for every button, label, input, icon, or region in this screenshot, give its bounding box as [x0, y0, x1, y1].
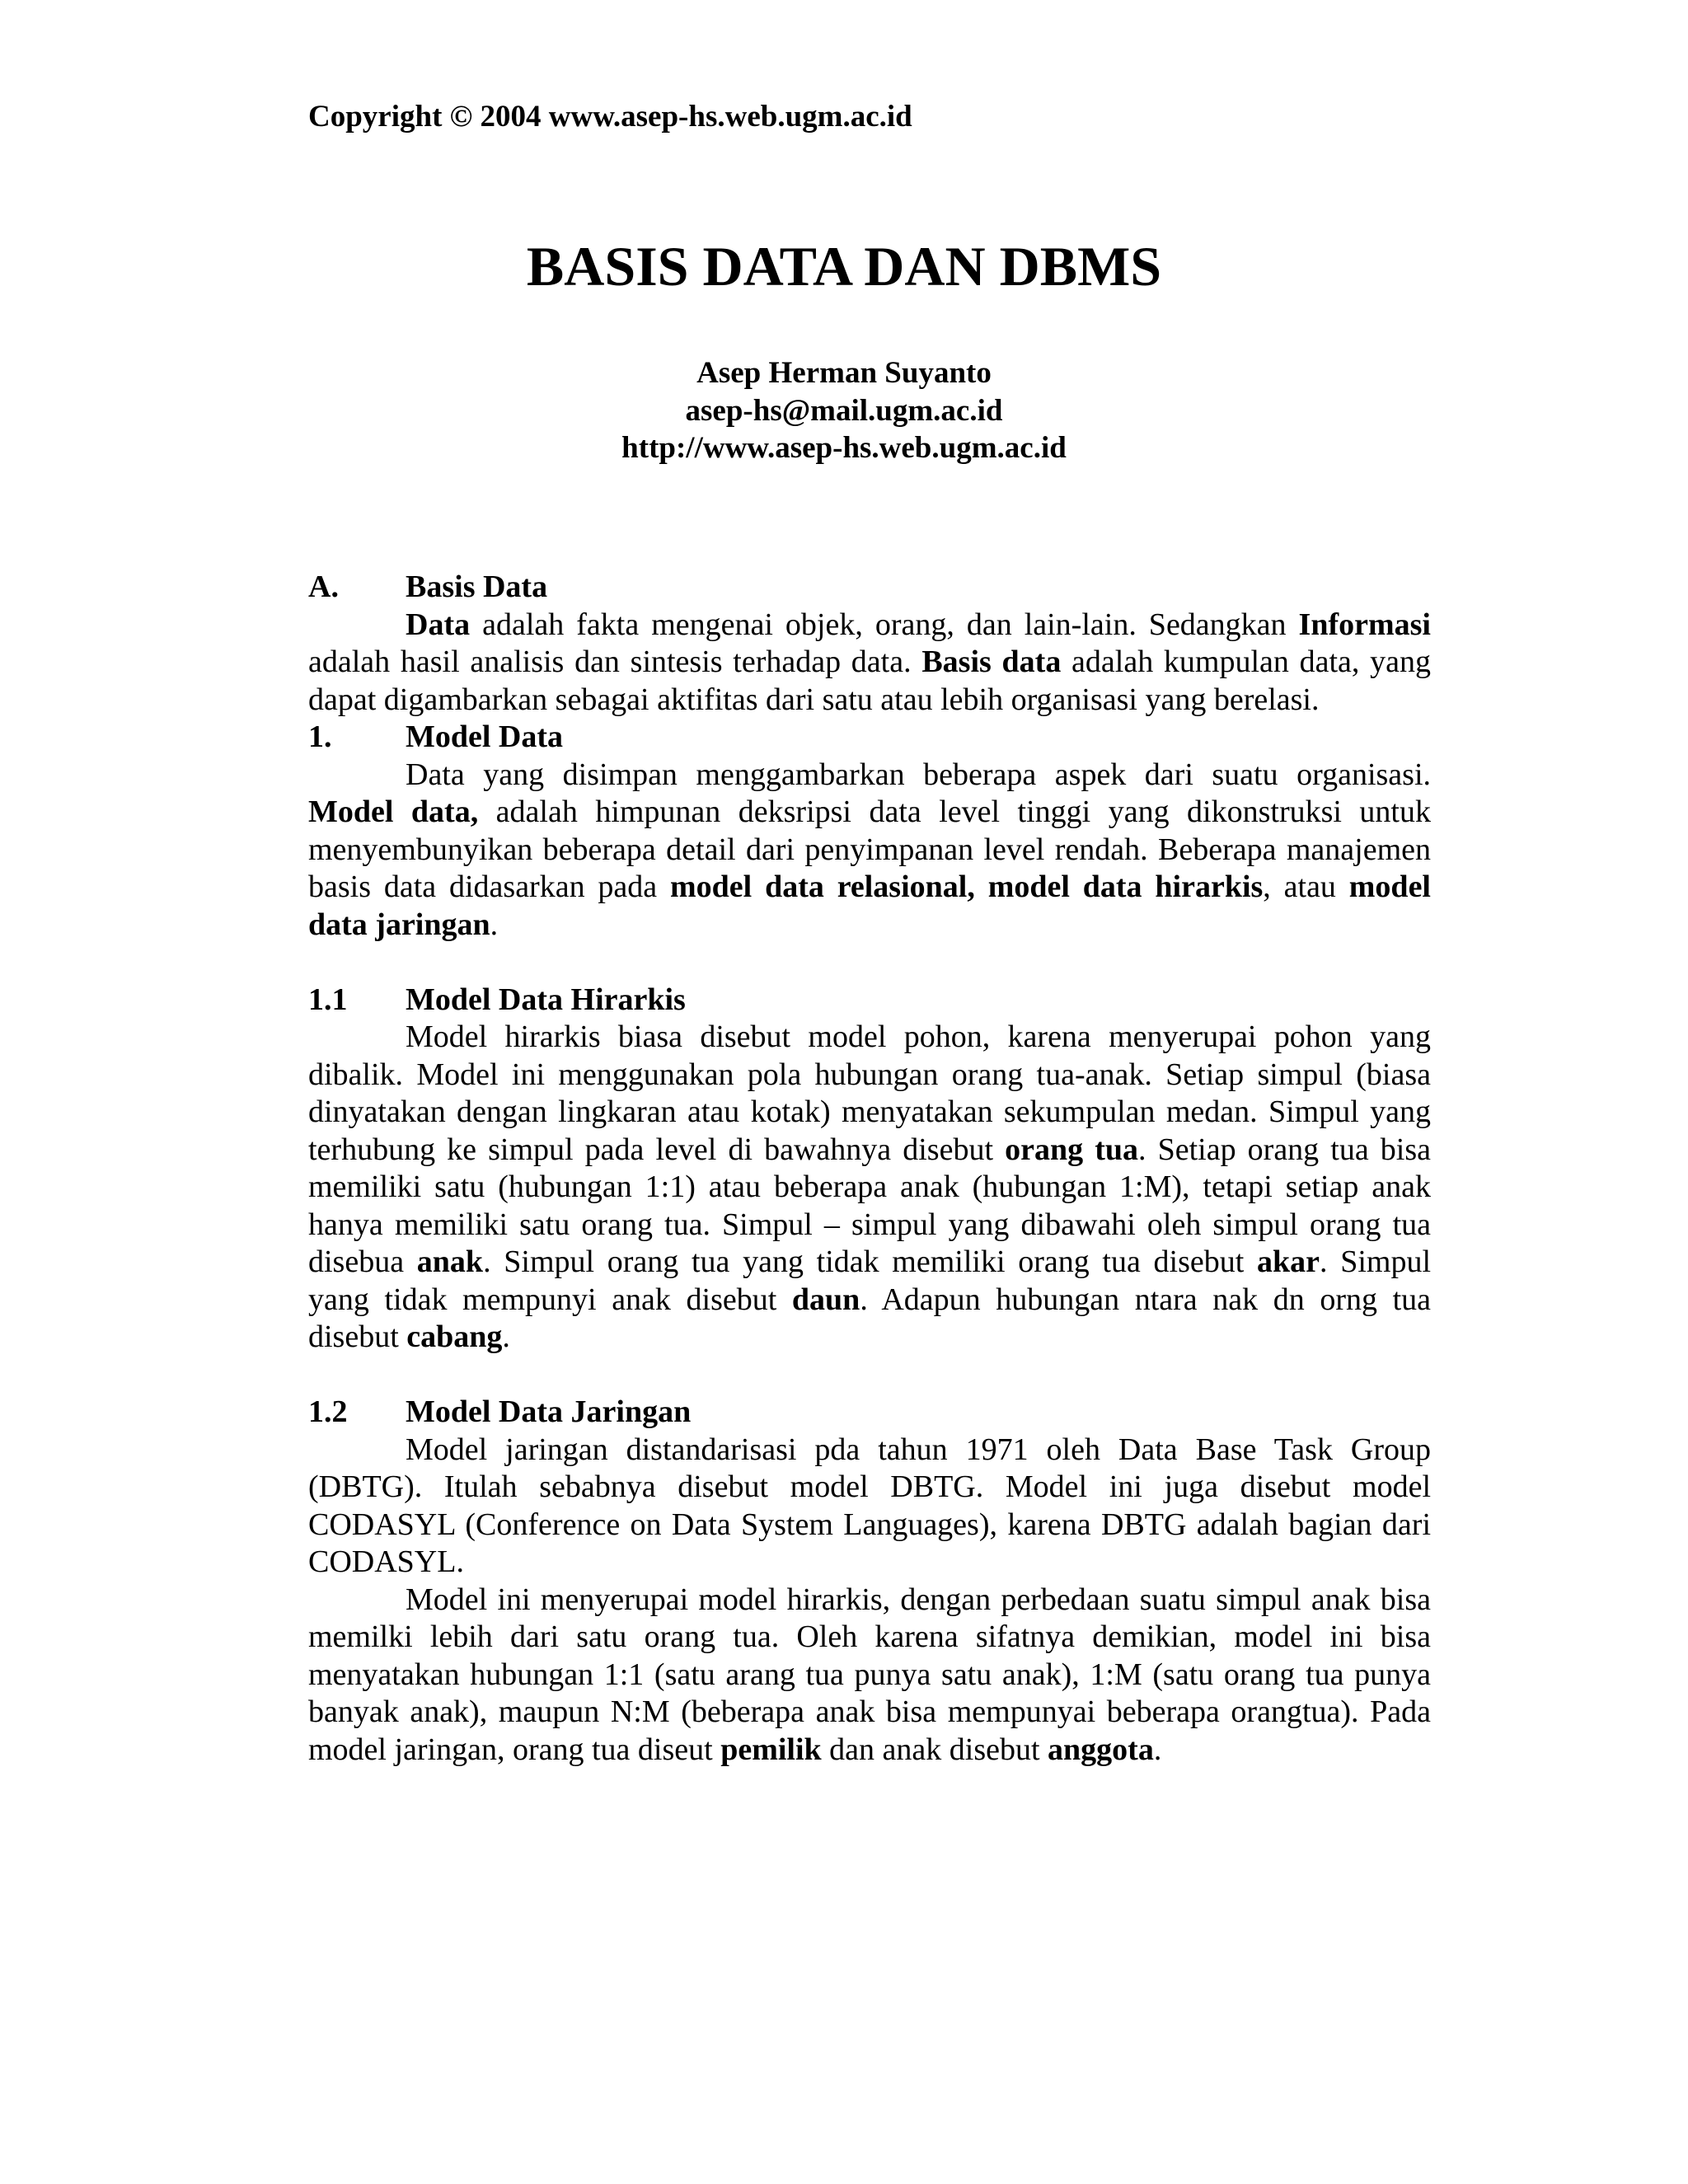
- bold-term: daun: [791, 1282, 860, 1317]
- section-title: Model Data Hirarkis: [406, 982, 686, 1017]
- bold-term: orang tua: [1005, 1132, 1138, 1167]
- spacer: [308, 944, 1431, 982]
- bold-term: pemilik: [720, 1732, 822, 1767]
- section-number: 1.: [308, 719, 332, 754]
- author-block: [0, 354, 1688, 467]
- bold-term: Model data,: [308, 794, 479, 829]
- spacer: [308, 1357, 1431, 1394]
- section-number: 1.1: [308, 982, 348, 1017]
- section-heading-1-1: [308, 982, 1431, 1019]
- bold-term: model data relasional, model data hirarkis: [670, 869, 1264, 904]
- section-title: Model Data: [406, 719, 564, 754]
- paragraph: Data yang disimpan menggambarkan beberapa aspek dari suatu organisasi. Model data, adalah himpunan deksripsi data level tinggi yang dikonstruksi untuk menyembunyikan beberapa detail dari penyimpanan level rendah. Beberapa manajemen basis data didasarkan pada model data relasional, model data hirarkis, atau model data jaringan.: [308, 757, 1431, 942]
- author-name: Asep Herman Suyanto: [696, 356, 992, 390]
- section-number: 1.2: [308, 1394, 348, 1429]
- author-email: asep-hs@mail.ugm.ac.id: [685, 393, 1003, 428]
- bold-term: model data jaringan: [308, 869, 1431, 942]
- section-heading-1: [308, 719, 1431, 757]
- section-title: Basis Data: [406, 569, 548, 604]
- bold-term: anggota: [1048, 1732, 1154, 1767]
- bold-term: Basis data: [921, 644, 1062, 679]
- paragraph: Model hirarkis biasa disebut model pohon, karena menyerupai pohon yang dibalik. Model ini menggunakan pola hubungan orang tua-anak. Setiap simpul (biasa dinyatakan dengan lingkaran atau kotak) menyatakan sekumpulan medan. Simpul yang terhubung ke simpul pada level di bawahnya disebut orang tua. Setiap orang tua bisa memiliki satu (hubungan 1:1) atau beberapa anak (hubungan 1:M), tetapi setiap anak hanya memiliki satu orang tua. Simpul – simpul yang dibawahi oleh simpul orang tua disebua anak. Simpul orang tua yang tidak memiliki orang tua disebut akar. Simpul yang tidak mempunyi anak disebut daun. Adapun hubungan ntara nak dn orng tua disebut cabang.: [308, 1019, 1432, 1354]
- paragraph: Model ini menyerupai model hirarkis, dengan perbedaan suatu simpul anak bisa memilki lebih dari satu orang tua. Oleh karena sifatnya demikian, model ini bisa menyatakan hubungan 1:1 (satu arang tua punya satu anak), 1:M (satu orang tua punya banyak anak), maupun N:M (beberapa anak bisa mempunyai beberapa orangtua). Pada model jaringan, orang tua diseut pemilik dan anak disebut anggota.: [308, 1582, 1431, 1767]
- bold-term: Data: [406, 607, 471, 642]
- bold-term: anak: [416, 1244, 484, 1279]
- section-title: Model Data Jaringan: [406, 1394, 692, 1429]
- section-heading-a: [308, 569, 1431, 607]
- paragraph: Model jaringan distandarisasi pda tahun 1971 oleh Data Base Task Group (DBTG). Itulah sebabnya disebut model DBTG. Model ini juga disebut model CODASYL (Conference on Data System Languages), karena DBTG adalah bagian dari CODASYL.: [308, 1432, 1431, 1579]
- paragraph: Data adalah fakta mengenai objek, orang, dan lain-lain. Sedangkan Informasi adalah hasil analisis dan sintesis terhadap data. Basis data adalah kumpulan data, yang dapat digambarkan sebagai aktifitas dari satu atau lebih organisasi yang berelasi.: [308, 607, 1432, 717]
- document-title: BASIS DATA DAN DBMS: [526, 235, 1162, 298]
- bold-term: cabang: [406, 1319, 503, 1354]
- document-body: [308, 569, 1431, 1769]
- section-number: A.: [308, 569, 339, 604]
- author-url: http://www.asep-hs.web.ugm.ac.id: [621, 431, 1067, 465]
- copyright-header: Copyright © 2004 www.asep-hs.web.ugm.ac.id: [308, 100, 912, 134]
- section-heading-1-2: [308, 1394, 1431, 1432]
- bold-term: Informasi: [1298, 607, 1431, 642]
- bold-term: akar: [1257, 1244, 1320, 1279]
